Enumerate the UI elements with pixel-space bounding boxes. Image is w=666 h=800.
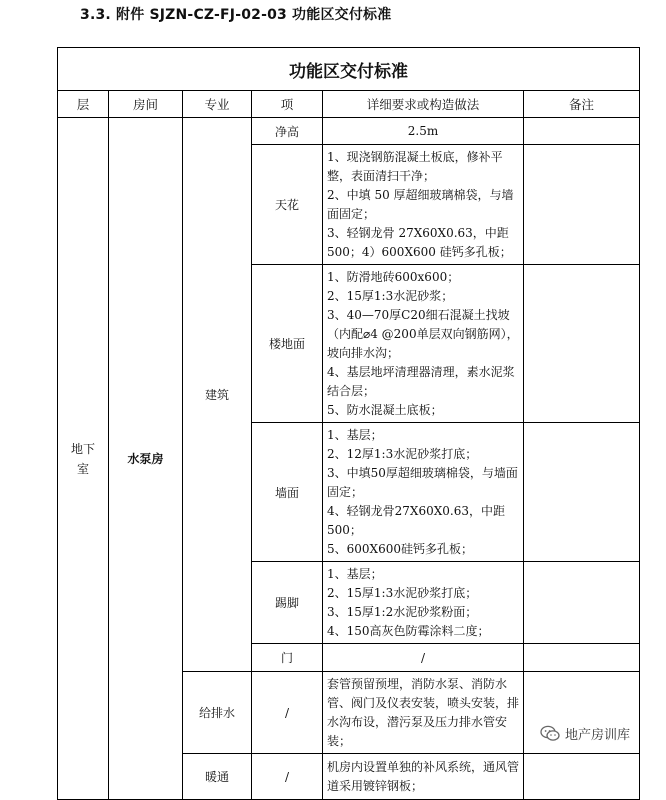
item-name: 门 — [252, 644, 323, 672]
item-name: 楼地面 — [252, 265, 323, 423]
header-row — [58, 91, 640, 118]
standards-table — [57, 47, 640, 800]
item-detail: 套管预留预埋，消防水泵、消防水管、阀门及仪表安装，喷头安装，排水沟布设，潜污泵及压力排水管安装； — [323, 672, 524, 754]
remark-cell — [524, 754, 640, 800]
table-row — [58, 118, 640, 145]
col-header-room: 房间 — [109, 91, 183, 118]
remark-cell — [524, 145, 640, 265]
remark-cell — [524, 265, 640, 423]
discipline-plumbing: 给排水 — [183, 672, 252, 754]
item-detail: 2.5m — [323, 118, 524, 145]
watermark — [536, 722, 634, 745]
item-detail: 1、现浇钢筋混凝土板底，修补平整，表面清扫干净； 2、中填 50 厚超细玻璃棉袋，与墙面固定； 3、轻钢龙骨 27X60X0.63，中距500；4）600X600 硅钙多孔板； — [323, 145, 524, 265]
item-detail: 1、基层； 2、12厚1:3水泥砂浆打底； 3、中填50厚超细玻璃棉袋，与墙面固定； 4、轻钢龙骨27X60X0.63，中距500； 5、600X600硅钙多孔板； — [323, 423, 524, 562]
col-header-remark: 备注 — [524, 91, 640, 118]
col-header-detail: 详细要求或构造做法 — [323, 91, 524, 118]
discipline-hvac: 暖通 — [183, 754, 252, 800]
item-name: 墙面 — [252, 423, 323, 562]
item-name: 踢脚 — [252, 562, 323, 644]
item-name: 净高 — [252, 118, 323, 145]
item-name: / — [252, 672, 323, 754]
item-detail: 1、基层； 2、15厚1:3水泥砂浆打底； 3、15厚1:2水泥砂浆粉面； 4、150高灰色防霉涂料二度； — [323, 562, 524, 644]
room-cell: 水泵房 — [109, 118, 183, 800]
col-header-discipline: 专业 — [183, 91, 252, 118]
table-title: 功能区交付标准 — [58, 48, 640, 91]
col-header-floor: 层 — [58, 91, 109, 118]
item-name: 天花 — [252, 145, 323, 265]
item-name: / — [252, 754, 323, 800]
col-header-item: 项 — [252, 91, 323, 118]
discipline-architecture: 建筑 — [183, 118, 252, 672]
item-detail: 机房内设置单独的补风系统，通风管道采用镀锌钢板； — [323, 754, 524, 800]
remark-cell — [524, 644, 640, 672]
wechat-icon — [540, 725, 560, 742]
item-detail: / — [323, 644, 524, 672]
item-detail: 1、防滑地砖600x600； 2、15厚1:3水泥砂浆； 3、40—70厚C20细石混凝土找坡（内配⌀4 @200单层双向钢筋网），坡向排水沟； 4、基层地坪清理器清理，素水泥浆结合层； 5、防水混凝土底板； — [323, 265, 524, 423]
section-heading: 3.3. 附件 SJZN-CZ-FJ-02-03 功能区交付标准 — [80, 7, 392, 23]
remark-cell — [524, 423, 640, 562]
remark-cell — [524, 562, 640, 644]
watermark-text: 地产房训库 — [565, 728, 631, 743]
floor-cell: 地下室 — [58, 118, 109, 800]
remark-cell — [524, 118, 640, 145]
